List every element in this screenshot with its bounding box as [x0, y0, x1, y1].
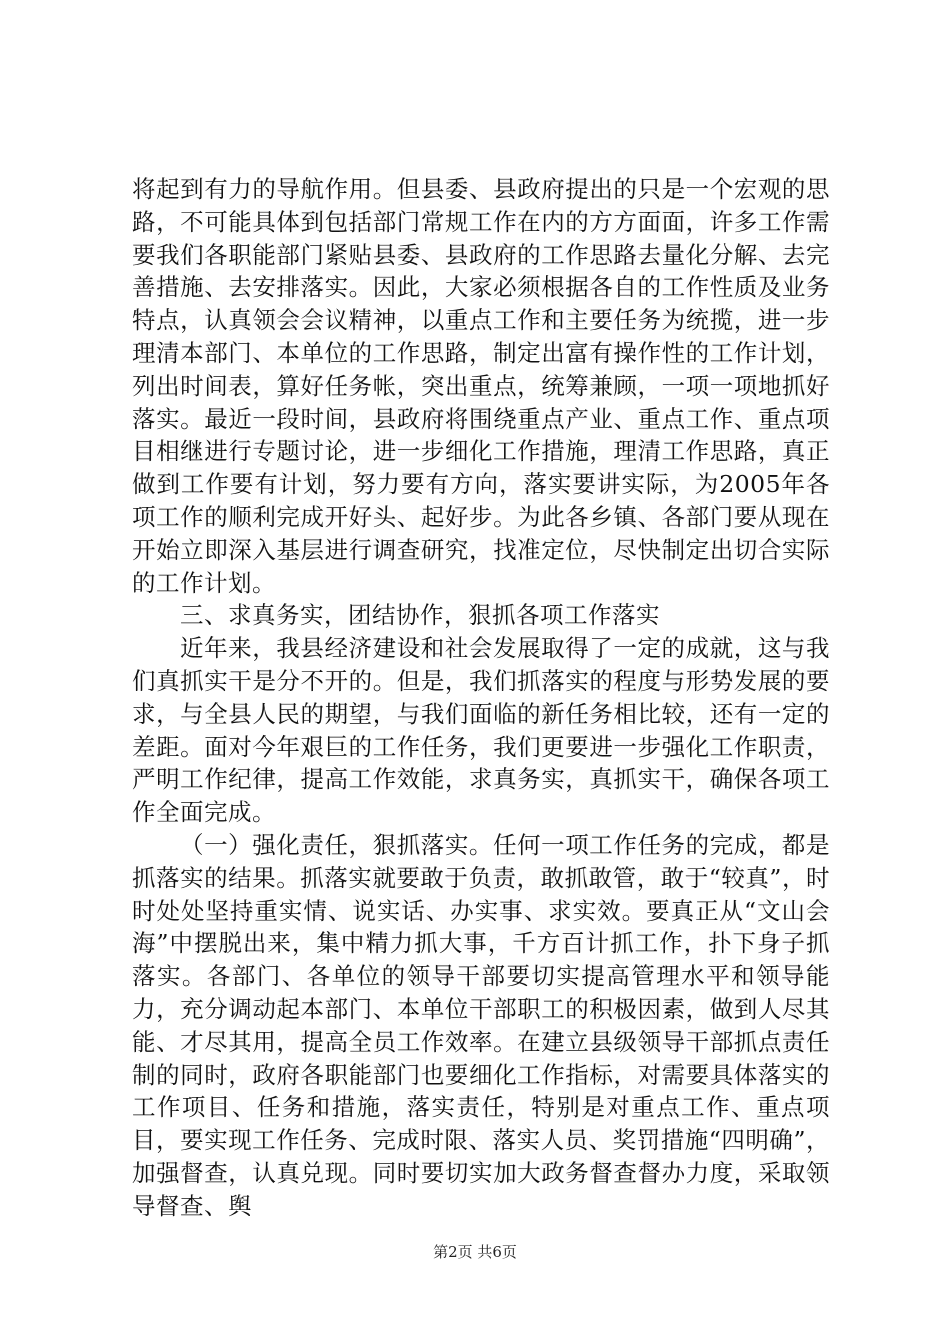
paragraph: 近年来，我县经济建设和社会发展取得了一定的成就，这与我们真抓实干是分不开的。但是，我们抓落实的程度与形势发展的要求，与全县人民的期望，与我们面临的新任务相比较，还有一定的差距。面对今年艰巨的工作任务，我们更要进一步强化工作职责，严明工作纪律，提高工作效能，求真务实，真抓实干，确保各项工作全面完成。 — [132, 634, 830, 827]
document-body — [132, 173, 830, 1223]
page-number-footer: 第2页 共6页 — [433, 1243, 517, 1261]
section-heading: 三、求真务实，团结协作，狠抓各项工作落实 — [180, 601, 660, 630]
paragraph-continued: 将起到有力的导航作用。但县委、县政府提出的只是一个宏观的思路，不可能具体到包括部门常规工作在内的方方面面，许多工作需要我们各职能部门紧贴县委、县政府的工作思路去量化分解、去完善措施、去安排落实。因此，大家必须根据各自的工作性质及业务特点，认真领会会议精神，以重点工作和主要任务为统揽，进一步理清本部门、本单位的工作思路，制定出富有操作性的工作计划，列出时间表，算好任务帐，突出重点，统筹兼顾，一项一项地抓好落实。最近一段时间，县政府将围绕重点产业、重点工作、重点项目相继进行专题讨论，进一步细化工作措施，理清工作思路，真正做到工作要有计划，努力要有方向，落实要讲实际，为2005年各项工作的顺利完成开好头、起好步。为此各乡镇、各部门要从现在开始立即深入基层进行调查研究，找准定位，尽快制定出切合实际的工作计划。 — [132, 175, 830, 597]
paragraph-subsection: （一）强化责任，狠抓落实。任何一项工作任务的完成，都是抓落实的结果。抓落实就要敢于负责，敢抓敢管，敢于“较真”，时时处处坚持重实情、说实话、办实事、求实效。要真正从“文山会海”中摆脱出来，集中精力抓大事，千方百计抓工作，扑下身子抓落实。各部门、各单位的领导干部要切实提高管理水平和领导能力，充分调动起本部门、本单位干部职工的积极因素，做到人尽其能、才尽其用，提高全员工作效率。在建立县级领导干部抓点责任制的同时，政府各职能部门也要细化工作指标，对需要具体落实的工作项目、任务和措施，落实责任，特别是对重点工作、重点项目，要实现工作任务、完成时限、落实人员、奖罚措施“四明确”，加强督查，认真兑现。同时要切实加大政务督查督办力度，采取领导督查、舆 — [132, 830, 830, 1220]
